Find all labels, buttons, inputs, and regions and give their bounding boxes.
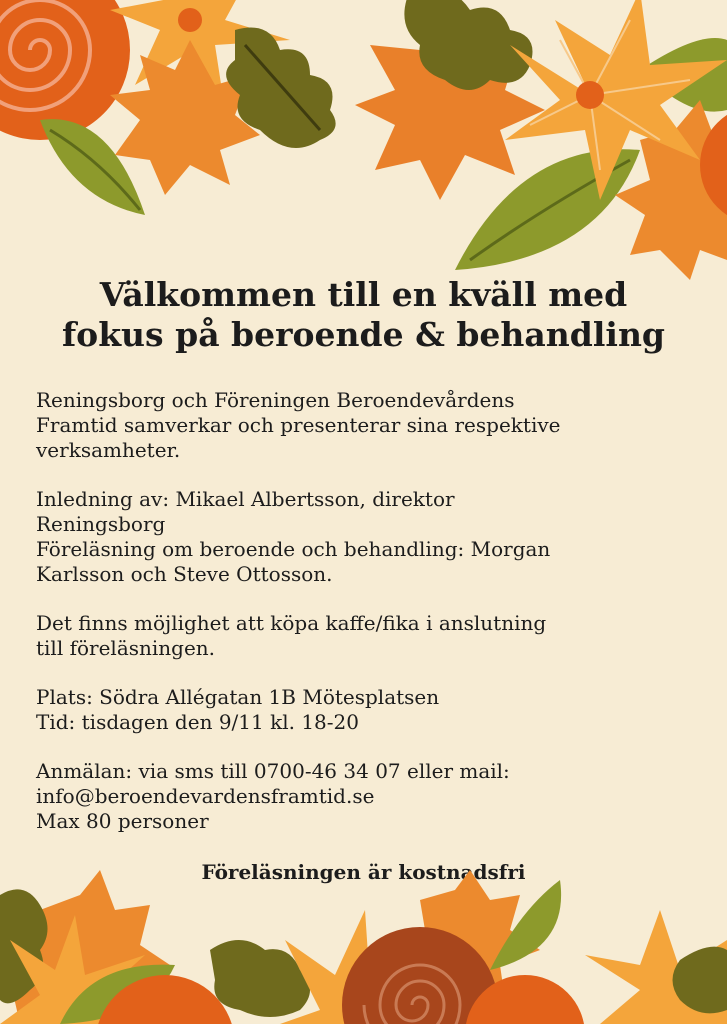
event-time: Tid: tisdagen den 9/11 kl. 18-20 (36, 710, 359, 734)
page-title (0, 275, 727, 355)
leaf-icon (40, 119, 145, 215)
intro-paragraph (36, 388, 696, 463)
text-line: Reningsborg och Föreningen Beroendevårdens (36, 388, 515, 412)
details-paragraph (36, 685, 696, 735)
event-description (36, 388, 696, 858)
text-line: Föreläsning om beroende och behandling: Morgan (36, 537, 551, 561)
title-line: Välkommen till en kväll med (99, 275, 628, 314)
text-line: Anmälan: via sms till 0700-46 34 07 eller mail: (36, 759, 510, 783)
text-line: Reningsborg (36, 512, 166, 536)
refreshments-paragraph (36, 611, 696, 661)
text-line: Karlsson och Steve Ottosson. (36, 562, 333, 586)
text-line: Framtid samverkar och presenterar sina respektive (36, 413, 561, 437)
free-admission-text: Föreläsningen är kostnadsfri (201, 860, 526, 884)
text-line: Det finns möjlighet att köpa kaffe/fika i anslutning (36, 611, 547, 635)
text-line: till föreläsningen. (36, 636, 216, 660)
text-line: verksamheter. (36, 438, 181, 462)
capacity-text: Max 80 personer (36, 809, 209, 833)
bottom-autumn-decoration (0, 870, 727, 1024)
text-line: Inledning av: Mikael Albertsson, direktor (36, 487, 455, 511)
speakers-paragraph (36, 487, 696, 587)
title-line: fokus på beroende & behandling (61, 315, 666, 354)
event-place: Plats: Södra Allégatan 1B Mötesplatsen (36, 685, 440, 709)
registration-paragraph (36, 759, 696, 834)
contact-email: info@beroendevardensframtid.se (36, 784, 375, 808)
top-autumn-decoration (0, 0, 727, 285)
rose-icon (0, 0, 130, 140)
